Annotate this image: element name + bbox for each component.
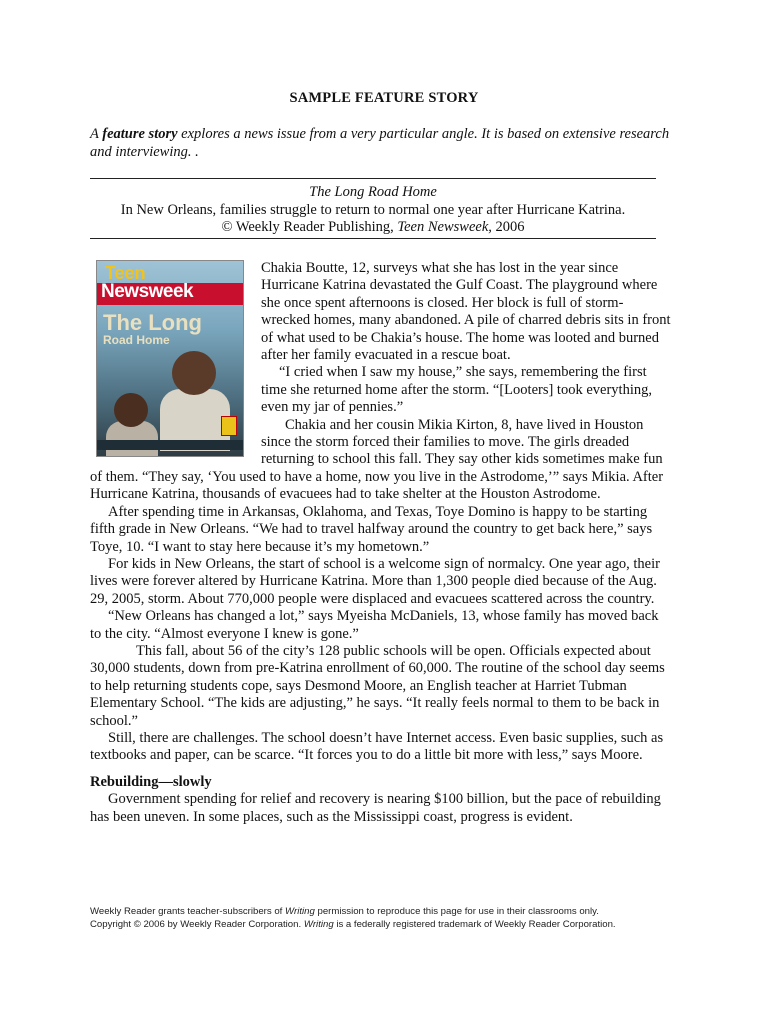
credit-prefix: © Weekly Reader Publishing, xyxy=(221,219,398,235)
cover-headline-1: The Long xyxy=(103,310,202,335)
intro-term: feature story xyxy=(102,126,178,142)
paragraph-6: “New Orleans has changed a lot,” says Myeisha McDaniels, 13, whose family has moved back to the city. “Almost everyone I knew is gone.” xyxy=(90,608,659,642)
article-body xyxy=(90,260,672,826)
cover-photo-people xyxy=(152,351,232,451)
copyright-footer xyxy=(90,906,710,931)
cover-badge xyxy=(221,416,237,436)
credit-publication: Teen Newsweek, xyxy=(397,219,492,235)
intro-lead: A xyxy=(90,126,103,142)
paragraph-2: “I cried when I saw my house,” she says, remembering the first time she returned home after the storm. “[Looters] took everything, even my jar of pennies.” xyxy=(261,364,652,416)
story-deck: In New Orleans, families struggle to return to normal one year after Hurricane Katrina. xyxy=(120,201,626,218)
divider-bottom xyxy=(90,238,656,239)
footer-line-2b: is a federally registered trademark of Weekly Reader Corporation. xyxy=(333,918,616,930)
cover-logo-newsweek: Newsweek xyxy=(101,281,194,302)
paragraph-4: After spending time in Arkansas, Oklahoma, and Texas, Toye Domino is happy to be starting fifth grade in New Orleans. “We had to travel halfway around the country to get back here,” says Toye, 10. “I want to stay here because it’s my hometown.” xyxy=(90,503,653,555)
cover-headline xyxy=(103,310,202,347)
story-header xyxy=(90,184,656,237)
paragraph-1: Chakia Boutte, 12, surveys what she has lost in the year since Hurricane Katrina devastated the Gulf Coast. The playground where she once spent afternoons is closed. Her block is full of storm-wrecked homes, many abandoned. A pile of charred debris sits in front of what used to be Chakia’s house. The home was looted and burned after her family evacuated in a rescue boat. xyxy=(261,260,671,364)
footer-line-1b: permission to reproduce this page for use in their classrooms only. xyxy=(314,906,599,917)
footer-line-1a: Weekly Reader grants teacher-subscribers of xyxy=(90,906,285,917)
footer-line-1 xyxy=(90,906,710,919)
paragraph-5: For kids in New Orleans, the start of school is a welcome sign of normalcy. One year ago, their lives were forever altered by Hurricane Katrina. More than 1,300 people died because of the Aug. 29, 2005, storm. About 770,000 people were displaced and evacuees scattered across the country. xyxy=(90,555,660,607)
intro-text xyxy=(90,125,670,161)
credit-year: 2006 xyxy=(491,219,525,235)
paragraph-8: Still, there are challenges. The school doesn’t have Internet access. Even basic supplies, such as textbooks and paper, can be scarce. “It forces you to do a little bit more with less,” says Moore. xyxy=(90,729,664,764)
divider-top xyxy=(90,178,656,179)
story-title: The Long Road Home xyxy=(309,184,437,200)
magazine-cover-image xyxy=(96,260,244,457)
paragraph-closing: Government spending for relief and recovery is nearing $100 billion, but the pace of rebuilding has been uneven. In some places, such as the Mississippi coast, progress is evident. xyxy=(90,791,661,825)
section-subhead: Rebuilding—slowly xyxy=(90,773,212,790)
paragraph-3: Chakia and her cousin Mikia Kirton, 8, have lived in Houston since the storm forced their families to move. The girls dreaded returning to school this fall. They say other kids sometimes make fun of them. “They say, ‘You used to have a home, now you live in the Astrodome,’” says Mikia. After Hurricane Katrina, thousands of evacuees had to take shelter at the Houston Astrodome. xyxy=(90,416,664,503)
footer-line-1-em: Writing xyxy=(284,906,315,917)
footer-line-2 xyxy=(90,919,710,932)
footer-line-2-em: Writing xyxy=(303,918,334,930)
cover-headline-2: Road Home xyxy=(103,333,170,347)
cover-bottom-strip xyxy=(97,440,243,450)
footer-line-2a: Copyright © 2006 by Weekly Reader Corporation. xyxy=(90,918,304,930)
intro-rest: explores a news issue from a very particular angle. It is based on extensive research and interviewing. . xyxy=(90,126,670,160)
cover-logo-teen: Teen xyxy=(105,263,146,283)
story-credit xyxy=(90,219,656,237)
paragraph-7: This fall, about 56 of the city’s 128 public schools will be open. Officials expected about 30,000 students, down from pre-Katrina enrollment of 60,000. The routine of the school day seems to help returning students cope, says Desmond Moore, an English teacher at Harriet Tubman Elementary School. “The kids are adjusting,” he says. “It really feels normal to them to be back in school.” xyxy=(90,642,665,729)
page-heading: SAMPLE FEATURE STORY xyxy=(289,90,479,106)
